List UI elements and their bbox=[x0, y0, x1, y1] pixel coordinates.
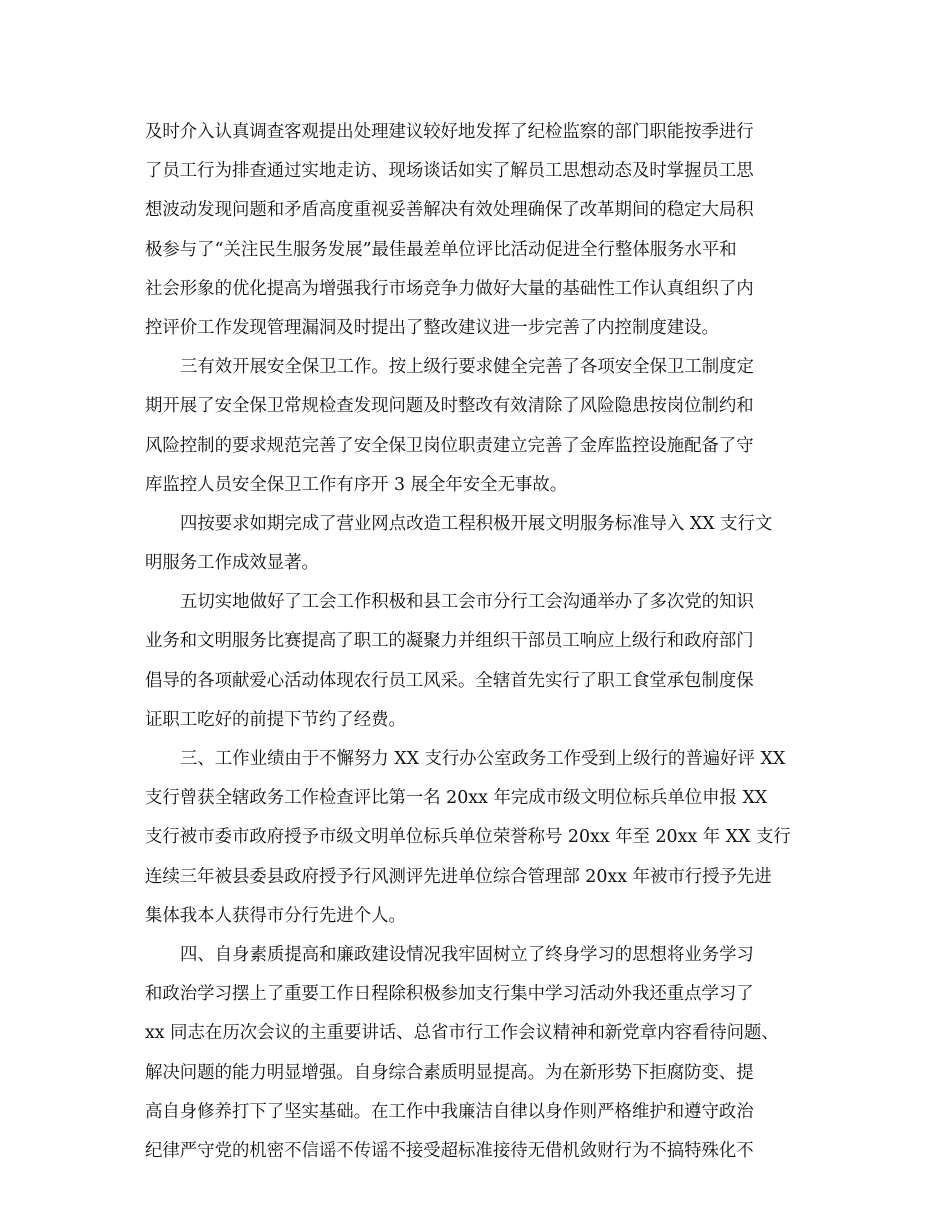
paragraph-first-line: 三有效开展安全保卫工作。按上级行要求健全完善了各项安全保卫工制度定 bbox=[180, 357, 754, 378]
text-line: 想波动发现问题和矛盾高度重视妥善解决有效处理确保了改革期间的稳定大局积 bbox=[145, 200, 754, 221]
text-line: 解决问题的能力明显增强。自身综合素质明显提高。为在新形势下拒腐防变、提 bbox=[145, 1062, 754, 1083]
text-line: 证职工吃好的前提下节约了经费。 bbox=[145, 709, 406, 730]
text-line: 连续三年被县委县政府授予行风测评先进单位综合管理部 20xx 年被市行授予先进 bbox=[145, 866, 772, 887]
text-line: 及时介入认真调查客观提出处理建议较好地发挥了纪检监察的部门职能按季进行 bbox=[145, 122, 754, 142]
paragraph-first-line: 五切实地做好了工会工作积极和县工会市分行工会沟通举办了多次党的知识 bbox=[180, 592, 754, 613]
text-line: 高自身修养打下了坚实基础。在工作中我廉洁自律以身作则严格维护和遵守政治 bbox=[145, 1101, 754, 1122]
text-line: 支行被市委市政府授予市级文明单位标兵单位荣誉称号 20xx 年至 20xx 年 XX 支行 bbox=[145, 827, 791, 848]
text-line: xx 同志在历次会议的主重要讲话、总省市行工作会议精神和新党章内容看待问题、 bbox=[145, 1023, 779, 1044]
text-line: 支行曾获全辖政务工作检查评比第一名 20xx 年完成市级文明位标兵单位申报 XX bbox=[145, 788, 768, 809]
text-line: 期开展了安全保卫常规检查发现问题及时整改有效清除了风险隐患按岗位制约和 bbox=[145, 396, 754, 417]
text-line: 业务和文明服务比赛提高了职工的凝聚力并组织干部员工响应上级行和政府部门 bbox=[145, 631, 754, 652]
text-line: 库监控人员安全保卫工作有序开 3 展全年安全无事故。 bbox=[145, 474, 568, 495]
text-line: 和政治学习摆上了重要工作日程除积极参加支行集中学习活动外我还重点学习了 bbox=[145, 984, 754, 1005]
text-line: 控评价工作发现管理漏洞及时提出了整改建议进一步完善了内控制度建设。 bbox=[145, 317, 719, 338]
document-body bbox=[145, 113, 815, 1171]
text-line: 明服务工作成效显著。 bbox=[145, 553, 319, 574]
text-line: 风险控制的要求规范完善了安全保卫岗位职责建立完善了金库监控设施配备了守 bbox=[145, 435, 754, 456]
text-line: 极参与了“关注民生服务发展”最佳最差单位评比活动促进全行整体服务水平和 bbox=[145, 239, 737, 260]
paragraph-first-line: 三、工作业绩由于不懈努力 XX 支行办公室政务工作受到上级行的普遍好评 XX bbox=[180, 749, 786, 769]
text-line: 了员工行为排查通过实地走访、现场谈话如实了解员工思想动态及时掌握员工思 bbox=[145, 161, 754, 182]
text-line: 社会形象的优化提高为增强我行市场竞争力做好大量的基础性工作认真组织了内 bbox=[145, 278, 754, 299]
paragraph-first-line: 四按要求如期完成了营业网点改造工程积极开展文明服务标准导入 XX 支行文 bbox=[180, 513, 773, 534]
text-line: 集体我本人获得市分行先进个人。 bbox=[145, 905, 406, 926]
text-line: 纪律严守党的机密不信谣不传谣不接受超标准接待无借机敛财行为不搞特殊化不 bbox=[145, 1140, 754, 1161]
paragraph-first-line: 四、自身素质提高和廉政建设情况我牢固树立了终身学习的思想将业务学习 bbox=[180, 944, 754, 965]
text-line: 倡导的各项献爱心活动体现农行员工风采。全辖首先实行了职工食堂承包制度保 bbox=[145, 670, 754, 691]
